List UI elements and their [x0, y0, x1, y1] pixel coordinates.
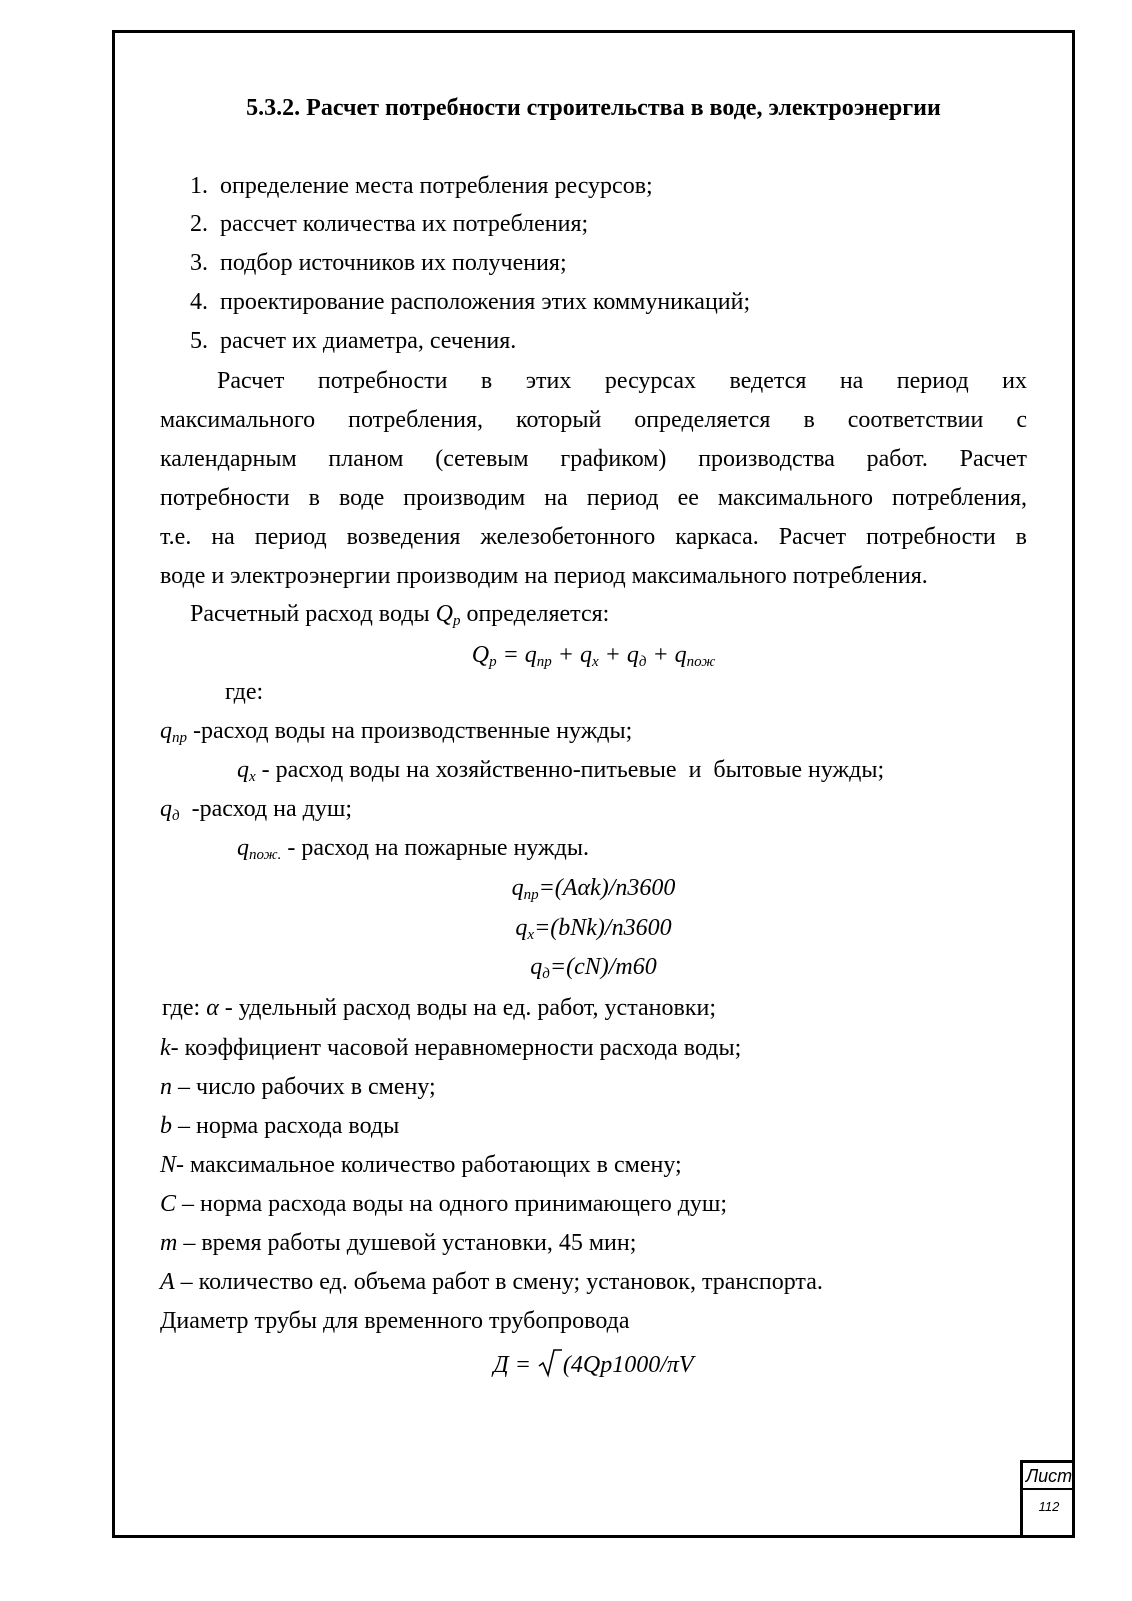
- definition-line: $q_х$ - расход воды на хозяйственно-питьевые и бытовые нужды;: [237, 757, 885, 785]
- list-text: расчет их диаметра, сечения.: [220, 328, 517, 354]
- list-item: [190, 248, 567, 278]
- paragraph-line: т.е. на период возведения железобетонного каркаса. Расчет потребности в: [160, 524, 1027, 550]
- page-number: 112: [1020, 1490, 1075, 1538]
- formula-q-pr: $q_{пр}=(A\alpha k)/n3600$: [511, 875, 676, 903]
- variable-line: C – норма расхода воды на одного принимающего душ;: [160, 1191, 728, 1217]
- list-text: проектирование расположения этих коммуникаций;: [220, 289, 751, 315]
- variable-line: b – норма расхода воды: [160, 1113, 400, 1139]
- list-number: 4.: [190, 289, 208, 315]
- definition-line: $q_д$ -расход на душ;: [160, 796, 353, 824]
- paragraph-line: максимального потребления, который определяется в соответствии с: [160, 407, 1027, 433]
- list-text: рассчет количества их потребления;: [220, 211, 589, 237]
- sqrt-icon: [537, 1348, 563, 1378]
- paragraph-line: потребности в воде производим на период ее максимального потребления,: [160, 485, 1027, 511]
- list-number: 5.: [190, 328, 208, 354]
- paragraph-line: календарным планом (сетевым графиком) производства работ. Расчет: [160, 446, 1027, 472]
- list-number: 3.: [190, 250, 208, 276]
- variable-line: k- коэффициент часовой неравномерности расхода воды;: [160, 1035, 742, 1061]
- paragraph-line: воде и электроэнергии производим на период максимального потребления.: [160, 563, 928, 589]
- section-heading: 5.3.2. Расчет потребности строительства в воде, электроэнергии: [246, 95, 941, 121]
- pipe-diameter-text: Диаметр трубы для временного трубопровода: [160, 1308, 630, 1334]
- formula-q-d: $q_д=(cN)/m60$: [530, 954, 657, 982]
- sheet-label: Лист: [1020, 1460, 1075, 1490]
- variable-line: n – число рабочих в смену;: [160, 1074, 436, 1100]
- variable-line: N- максимальное количество работающих в смену;: [160, 1152, 682, 1178]
- definition-line: $q_{пож.}$ - расход на пожарные нужды.: [237, 835, 589, 863]
- where-alpha-line: где: α - удельный расход воды на ед. работ, установки;: [156, 995, 716, 1021]
- pipe-diameter-formula: Д = (4Qp1000/πV: [115, 1348, 1072, 1380]
- formula-q-x: $q_х=(bNk)/n3600$: [515, 915, 672, 943]
- variable-line: A – количество ед. объема работ в смену; установок, транспорта.: [160, 1269, 823, 1295]
- list-item: [190, 287, 750, 317]
- water-formula: $Q_p = q_{пр} + q_х + q_д + q_{пож}$: [471, 642, 716, 670]
- list-text: определение места потребления ресурсов;: [220, 173, 653, 199]
- paragraph-line: Расчет потребности в этих ресурсах ведется на период их: [217, 368, 1027, 394]
- list-text: подбор источников их получения;: [220, 250, 567, 276]
- water-intro: Расчетный расход воды $Q_p$ определяется:: [190, 601, 610, 629]
- definition-line: $q_{пр}$ -расход воды на производственные нужды;: [160, 718, 633, 746]
- variable-line: m – время работы душевой установки, 45 мин;: [160, 1230, 637, 1256]
- list-number: 1.: [190, 173, 208, 199]
- where-label: где:: [225, 679, 264, 705]
- list-item: [190, 326, 516, 356]
- list-number: 2.: [190, 211, 208, 237]
- list-item: [190, 171, 653, 201]
- list-item: [190, 209, 588, 239]
